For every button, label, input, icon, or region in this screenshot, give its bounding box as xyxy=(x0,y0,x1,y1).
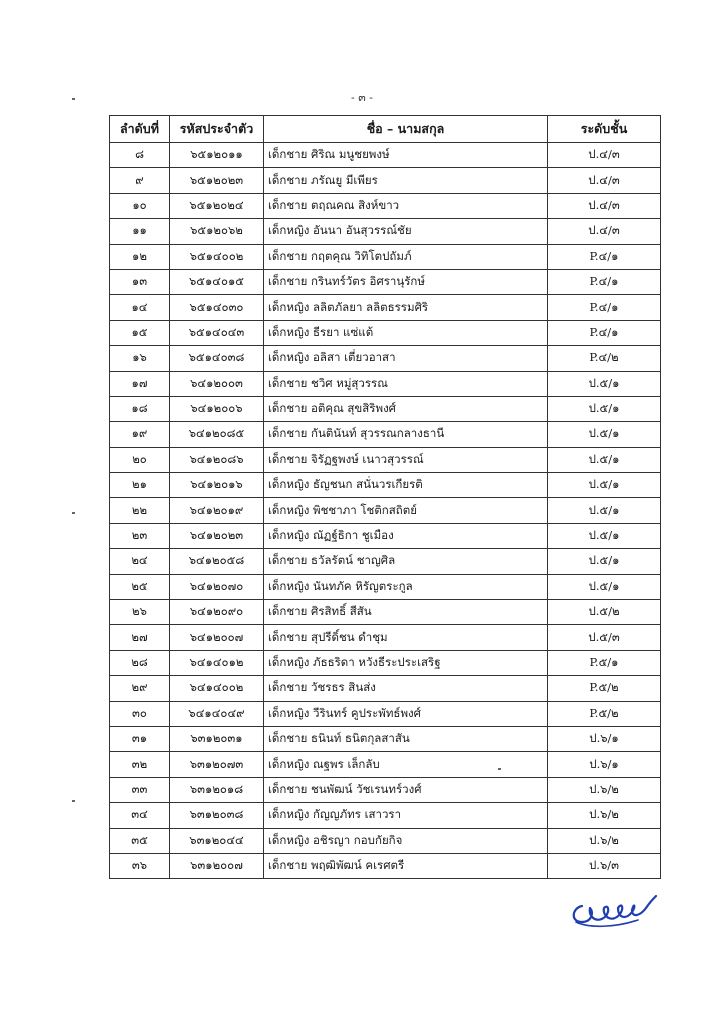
row-student-id: ๖๔๑๒๐๘๕ xyxy=(170,422,264,447)
row-order: ๑๑ xyxy=(110,219,170,244)
row-full-name: เด็กชาย ชนพัฒน์ วัชเรนทร์วงศ์ xyxy=(264,777,548,802)
scan-speck xyxy=(72,512,75,514)
student-table xyxy=(109,115,661,879)
row-grade-level: ป.๖/๓ xyxy=(548,853,661,878)
row-full-name: เด็กหญิง ธัญชนก สนั่นวรเกียรติ xyxy=(264,473,548,498)
row-order: ๒๙ xyxy=(110,676,170,701)
table-row xyxy=(110,168,661,193)
row-full-name: เด็กหญิง อันนา อันสุวรรณ์ชัย xyxy=(264,219,548,244)
row-student-id: ๖๔๑๔๐๔๙ xyxy=(170,701,264,726)
table-row xyxy=(110,244,661,269)
row-order: ๒๓ xyxy=(110,523,170,548)
row-grade-level: ป.๕/๑ xyxy=(548,396,661,421)
row-grade-level: ป.๖/๑ xyxy=(548,726,661,751)
row-order: ๙ xyxy=(110,168,170,193)
table-row xyxy=(110,828,661,853)
row-grade-level: P.๕/๑ xyxy=(548,650,661,675)
row-order: ๑๒ xyxy=(110,244,170,269)
row-student-id: ๖๓๑๒๐๓๑ xyxy=(170,726,264,751)
row-order: ๑๐ xyxy=(110,193,170,218)
row-student-id: ๖๓๑๒๐๓๘ xyxy=(170,803,264,828)
row-order: ๑๕ xyxy=(110,320,170,345)
table-row xyxy=(110,803,661,828)
row-order: ๓๖ xyxy=(110,853,170,878)
row-order: ๒๑ xyxy=(110,473,170,498)
row-order: ๑๓ xyxy=(110,269,170,294)
row-student-id: ๖๓๑๒๐๗๓ xyxy=(170,752,264,777)
header-full-name: ชื่อ – นามสกุล xyxy=(264,116,548,143)
row-order: ๑๔ xyxy=(110,295,170,320)
row-order: ๓๔ xyxy=(110,803,170,828)
row-student-id: ๖๔๑๒๐๒๓ xyxy=(170,523,264,548)
row-grade-level: P.๔/๒ xyxy=(548,346,661,371)
row-student-id: ๖๔๑๒๐๙๐ xyxy=(170,600,264,625)
row-student-id: ๖๕๑๔๐๑๕ xyxy=(170,269,264,294)
table-row xyxy=(110,396,661,421)
header-student-id: รหัสประจำตัว xyxy=(170,116,264,143)
row-order: ๓๑ xyxy=(110,726,170,751)
row-order: ๘ xyxy=(110,143,170,168)
row-student-id: ๖๔๑๒๐๕๘ xyxy=(170,549,264,574)
row-student-id: ๖๔๑๒๐๑๙ xyxy=(170,498,264,523)
table-row xyxy=(110,269,661,294)
row-full-name: เด็กหญิง อชิรญา กอบกัยกิจ xyxy=(264,828,548,853)
row-grade-level: ป.๕/๑ xyxy=(548,371,661,396)
row-student-id: ๖๕๑๒๐๒๔ xyxy=(170,193,264,218)
row-order: ๒๐ xyxy=(110,447,170,472)
row-full-name: เด็กชาย สุปรีดิ์ชน ดำชุม xyxy=(264,625,548,650)
row-grade-level: P.๔/๑ xyxy=(548,295,661,320)
table-row xyxy=(110,320,661,345)
table-row xyxy=(110,473,661,498)
row-grade-level: ป.๕/๑ xyxy=(548,498,661,523)
row-grade-level: P.๔/๑ xyxy=(548,244,661,269)
table-row xyxy=(110,193,661,218)
row-student-id: ๖๕๑๒๐๑๑ xyxy=(170,143,264,168)
row-full-name: เด็กชาย พฤฒิพัฒน์ คเรศตรี xyxy=(264,853,548,878)
table-row xyxy=(110,371,661,396)
row-order: ๑๖ xyxy=(110,346,170,371)
table-row xyxy=(110,625,661,650)
signature-image xyxy=(568,888,664,930)
header-grade-level: ระดับชั้น xyxy=(548,116,661,143)
row-grade-level: P.๔/๑ xyxy=(548,269,661,294)
row-grade-level: ป.๖/๒ xyxy=(548,777,661,802)
row-grade-level: ป.๖/๒ xyxy=(548,828,661,853)
row-order: ๒๔ xyxy=(110,549,170,574)
row-grade-level: ป.๔/๓ xyxy=(548,219,661,244)
row-full-name: เด็กหญิง ณฐพร เล็กลับ xyxy=(264,752,548,777)
scan-speck xyxy=(72,800,75,802)
row-order: ๑๘ xyxy=(110,396,170,421)
row-full-name: เด็กชาย ศิรสิทธิ์ สีสัน xyxy=(264,600,548,625)
row-order: ๒๕ xyxy=(110,574,170,599)
row-order: ๒๗ xyxy=(110,625,170,650)
row-full-name: เด็กหญิง ธีรยา แซ่แต้ xyxy=(264,320,548,345)
header-order: ลำดับที่ xyxy=(110,116,170,143)
row-student-id: ๖๓๑๒๐๑๘ xyxy=(170,777,264,802)
row-student-id: ๖๓๑๒๐๔๔ xyxy=(170,828,264,853)
row-full-name: เด็กชาย วัชรธร สินส่ง xyxy=(264,676,548,701)
row-full-name: เด็กชาย ภรัณยู มีเพียร xyxy=(264,168,548,193)
row-full-name: เด็กชาย ธนินท์ ธนิตกุลสาสัน xyxy=(264,726,548,751)
row-student-id: ๖๔๑๒๐๐๓ xyxy=(170,371,264,396)
row-full-name: เด็กหญิง ณัฏฐ์ธิกา ชูเมือง xyxy=(264,523,548,548)
row-order: ๒๘ xyxy=(110,650,170,675)
row-order: ๑๙ xyxy=(110,422,170,447)
row-student-id: ๖๕๑๔๐๓๐ xyxy=(170,295,264,320)
table-row xyxy=(110,346,661,371)
row-grade-level: ป.๔/๓ xyxy=(548,168,661,193)
row-order: ๒๒ xyxy=(110,498,170,523)
row-full-name: เด็กหญิง ภัธธริดา หวังธีระประเสริฐ xyxy=(264,650,548,675)
row-full-name: เด็กหญิง ลลิตภัลยา ลลิตธรรมศิริ xyxy=(264,295,548,320)
row-grade-level: P.๕/๒ xyxy=(548,701,661,726)
table-row xyxy=(110,600,661,625)
row-order: ๓๒ xyxy=(110,752,170,777)
row-full-name: เด็กหญิง กัญญภัทร เสาวรา xyxy=(264,803,548,828)
table-row xyxy=(110,726,661,751)
row-full-name: เด็กชาย ชวิศ หมู่สุวรรณ xyxy=(264,371,548,396)
table-row xyxy=(110,219,661,244)
row-full-name: เด็กชาย ธวัลรัตน์ ชาญศิล xyxy=(264,549,548,574)
row-grade-level: ป.๕/๓ xyxy=(548,625,661,650)
row-full-name: เด็กหญิง นันทภัค หิรัญตระกูล xyxy=(264,574,548,599)
row-student-id: ๖๕๑๔๐๐๒ xyxy=(170,244,264,269)
row-full-name: เด็กชาย กันตินันท์ สุวรรณกลางธานี xyxy=(264,422,548,447)
row-student-id: ๖๕๑๒๐๒๓ xyxy=(170,168,264,193)
row-grade-level: ป.๕/๑ xyxy=(548,447,661,472)
row-student-id: ๖๔๑๒๐๘๖ xyxy=(170,447,264,472)
row-full-name: เด็กหญิง พิชชาภา โชติกสถิตย์ xyxy=(264,498,548,523)
table-row xyxy=(110,295,661,320)
table-row xyxy=(110,523,661,548)
row-grade-level: ป.๖/๑ xyxy=(548,752,661,777)
page-number: - ๓ - xyxy=(351,91,373,104)
row-grade-level: ป.๕/๑ xyxy=(548,422,661,447)
table-row xyxy=(110,447,661,472)
row-student-id: ๖๔๑๒๐๐๖ xyxy=(170,396,264,421)
row-student-id: ๖๔๑๔๐๐๒ xyxy=(170,676,264,701)
row-full-name: เด็กชาย อติคุณ สุขสิริพงศ์ xyxy=(264,396,548,421)
table-row xyxy=(110,549,661,574)
row-full-name: เด็กหญิง วีรินทร์ คูประพัทธ์พงศ์ xyxy=(264,701,548,726)
row-order: ๒๖ xyxy=(110,600,170,625)
table-row xyxy=(110,752,661,777)
row-student-id: ๖๕๑๒๐๖๒ xyxy=(170,219,264,244)
row-full-name: เด็กหญิง อลิสา เตี่ยวอาสา xyxy=(264,346,548,371)
row-full-name: เด็กชาย ศิริณ มนูชยพงษ์ xyxy=(264,143,548,168)
row-student-id: ๖๕๑๔๐๔๓ xyxy=(170,320,264,345)
table-row xyxy=(110,676,661,701)
row-grade-level: ป.๕/๒ xyxy=(548,600,661,625)
row-grade-level: ป.๔/๓ xyxy=(548,143,661,168)
row-student-id: ๖๕๑๔๐๓๘ xyxy=(170,346,264,371)
row-order: ๓๕ xyxy=(110,828,170,853)
row-order: ๓๓ xyxy=(110,777,170,802)
row-student-id: ๖๔๑๔๐๑๒ xyxy=(170,650,264,675)
row-student-id: ๖๔๑๒๐๗๐ xyxy=(170,574,264,599)
table-row xyxy=(110,498,661,523)
table-row xyxy=(110,701,661,726)
row-full-name: เด็กชาย กรินทร์วัตร อิศรานุรักษ์ xyxy=(264,269,548,294)
row-grade-level: ป.๔/๓ xyxy=(548,193,661,218)
row-full-name: เด็กชาย กฤตคุณ วิทิโตปถัมภ์ xyxy=(264,244,548,269)
row-order: ๓๐ xyxy=(110,701,170,726)
row-grade-level: P.๔/๑ xyxy=(548,320,661,345)
table-row xyxy=(110,574,661,599)
row-student-id: ๖๔๑๒๐๑๖ xyxy=(170,473,264,498)
scan-speck xyxy=(498,768,501,770)
row-student-id: ๖๓๑๒๐๐๗ xyxy=(170,853,264,878)
row-grade-level: ป.๕/๑ xyxy=(548,549,661,574)
table-row xyxy=(110,650,661,675)
row-full-name: เด็กชาย จิรัฏฐพงษ์ เนาวสุวรรณ์ xyxy=(264,447,548,472)
row-grade-level: ป.๕/๑ xyxy=(548,574,661,599)
table-row xyxy=(110,143,661,168)
row-grade-level: ป.๖/๒ xyxy=(548,803,661,828)
row-order: ๑๗ xyxy=(110,371,170,396)
table-row xyxy=(110,853,661,878)
row-student-id: ๖๔๑๒๐๐๗ xyxy=(170,625,264,650)
row-full-name: เด็กชาย ตฤณคณ สิงห์ขาว xyxy=(264,193,548,218)
table-header-row xyxy=(110,116,661,143)
row-grade-level: P.๕/๒ xyxy=(548,676,661,701)
row-grade-level: ป.๕/๑ xyxy=(548,473,661,498)
table-row xyxy=(110,777,661,802)
row-grade-level: ป.๕/๑ xyxy=(548,523,661,548)
scan-speck xyxy=(72,98,75,100)
table-row xyxy=(110,422,661,447)
